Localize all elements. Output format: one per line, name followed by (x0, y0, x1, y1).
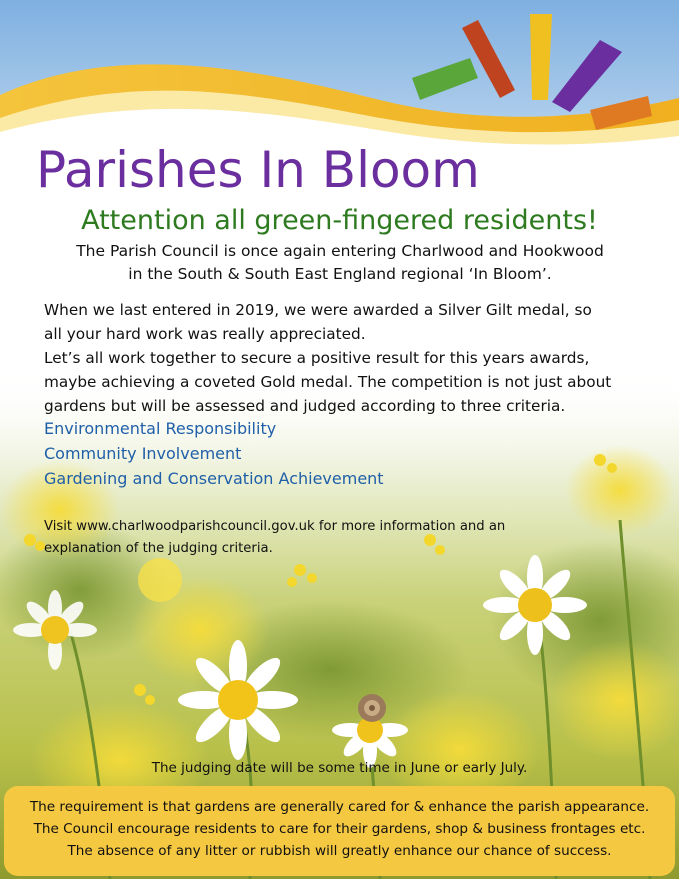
body-line: Let’s all work together to secure a positive result for this years awards, (44, 349, 590, 367)
intro-paragraph (30, 240, 650, 286)
criteria-item-gardening: Gardening and Conservation Achievement (44, 469, 384, 488)
footer-line: The Council encourage residents to care for their gardens, shop & business frontages etc. (33, 821, 646, 837)
page-title: Parishes In Bloom (36, 141, 480, 199)
body-paragraph (44, 298, 654, 418)
criteria-item-community: Community Involvement (44, 444, 242, 463)
criteria-list (44, 416, 644, 491)
body-line: all your hard work was really appreciated. (44, 325, 366, 343)
sunburst-logo (0, 0, 679, 150)
snail-image (358, 694, 386, 722)
footer-line: The requirement is that gardens are generally cared for & enhance the parish appearance. (29, 799, 650, 815)
footer-notice (4, 786, 675, 876)
body-line: When we last entered in 2019, we were awarded a Silver Gilt medal, so (44, 301, 592, 319)
visit-line: Visit www.charlwoodparishcouncil.gov.uk for more information and an (44, 519, 506, 534)
footer-line: The absence of any litter or rubbish will greatly enhance our chance of success. (67, 843, 612, 859)
intro-line: in the South & South East England regional ‘In Bloom’. (128, 265, 552, 283)
body-line: gardens but will be assessed and judged according to three criteria. (44, 397, 566, 415)
visit-line: explanation of the judging criteria. (44, 541, 273, 556)
judging-date: The judging date will be some time in June or early July. (151, 760, 528, 776)
subtitle: Attention all green-fingered residents! (81, 205, 598, 236)
visit-info (44, 516, 604, 560)
criteria-item-environmental: Environmental Responsibility (44, 419, 277, 438)
body-line: maybe achieving a coveted Gold medal. The competition is not just about (44, 373, 612, 391)
intro-line: The Parish Council is once again entering Charlwood and Hookwood (76, 242, 604, 260)
